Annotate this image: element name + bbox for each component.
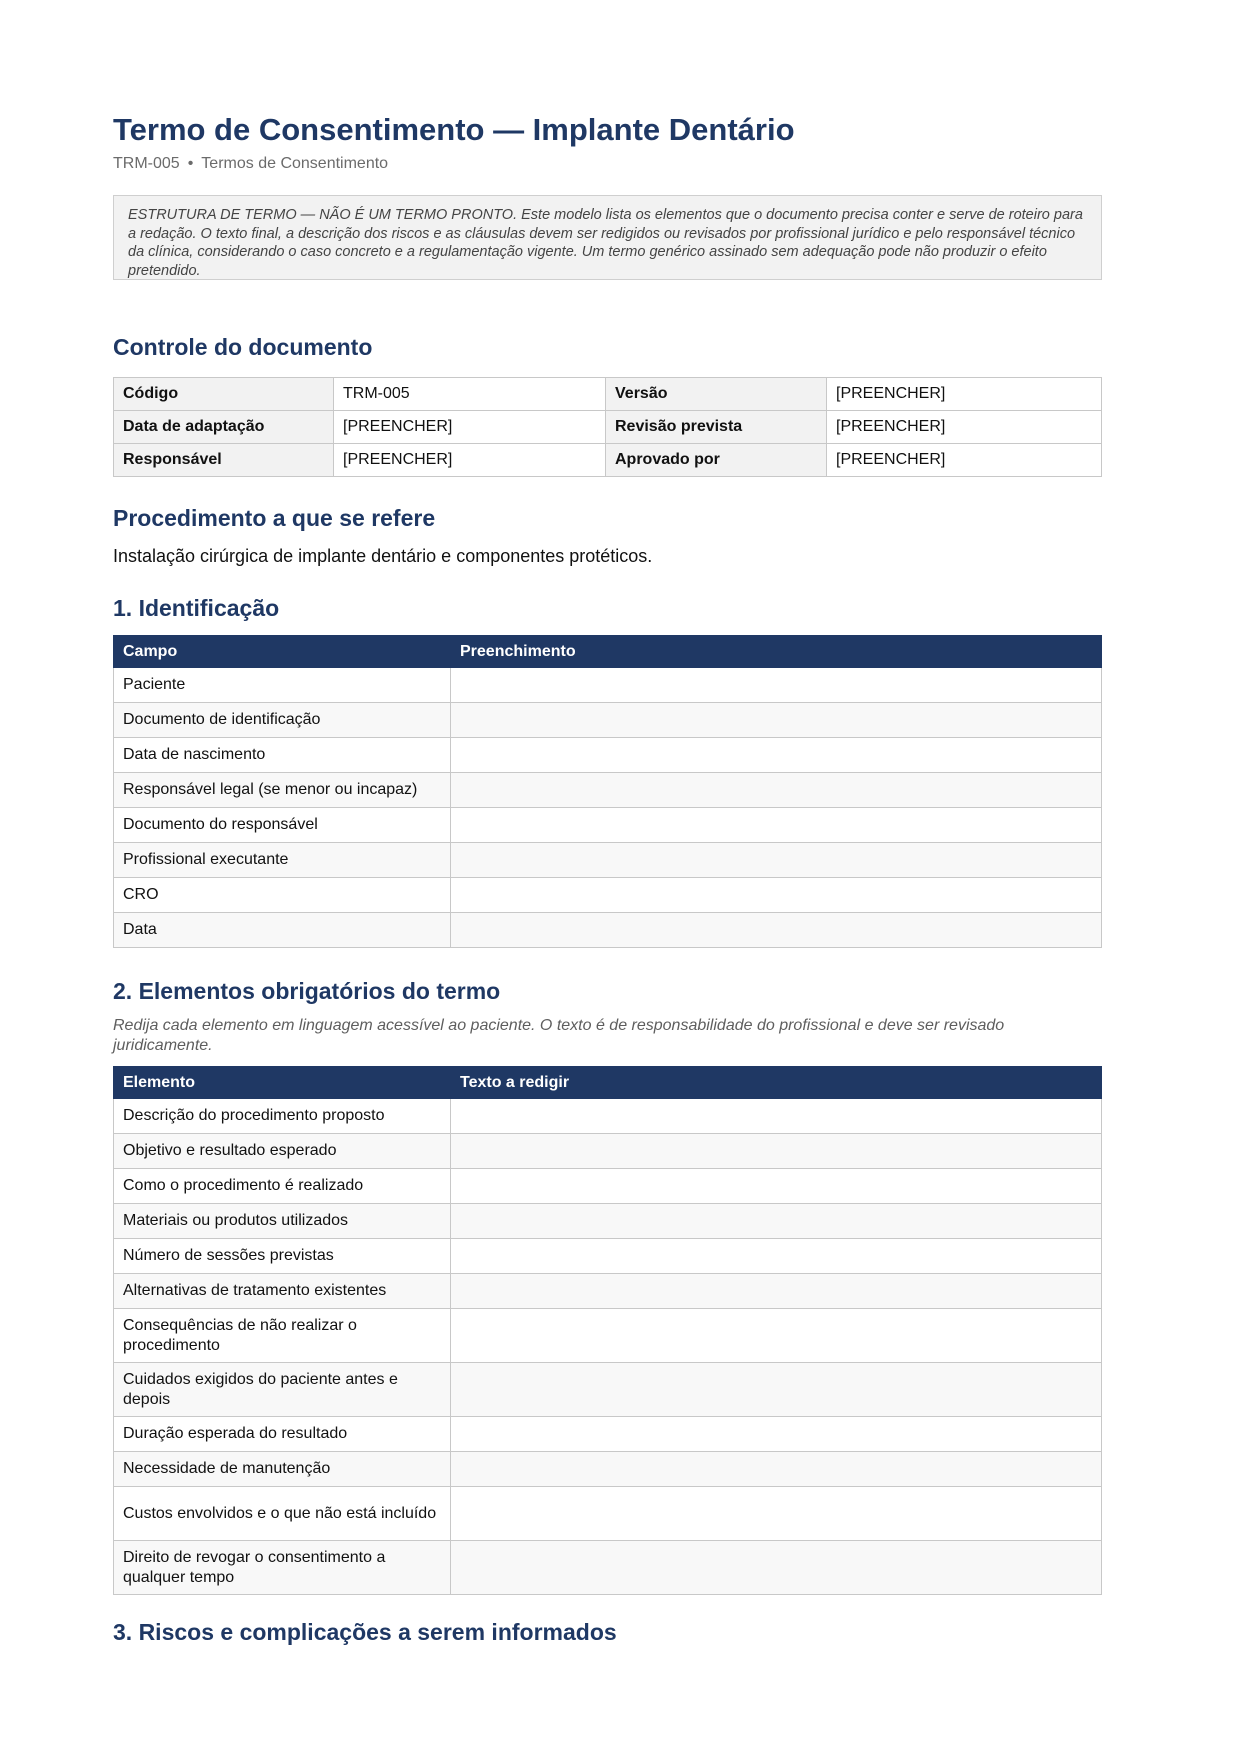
document-subtitle: [113, 154, 388, 174]
element-label: Direito de revogar o consentimento a qualquer tempo: [114, 1541, 451, 1595]
identification-fill-cell[interactable]: [451, 703, 1102, 738]
identification-heading: 1. Identificação: [113, 595, 280, 621]
element-label: Necessidade de manutenção: [114, 1452, 451, 1487]
control-value-field[interactable]: [PREENCHER]: [334, 444, 606, 477]
table-row: [114, 808, 1102, 843]
identification-col-field: Campo: [114, 636, 451, 668]
table-row: [114, 668, 1102, 703]
element-text-cell[interactable]: [451, 1204, 1102, 1239]
element-text-cell[interactable]: [451, 1487, 1102, 1541]
identification-fill-cell[interactable]: [451, 808, 1102, 843]
control-row: [114, 411, 1102, 444]
element-text-cell[interactable]: [451, 1274, 1102, 1309]
table-row: [114, 738, 1102, 773]
table-row: [114, 1274, 1102, 1309]
control-value-field[interactable]: [PREENCHER]: [334, 411, 606, 444]
control-value-field[interactable]: TRM-005: [334, 378, 606, 411]
element-label: Número de sessões previstas: [114, 1239, 451, 1274]
element-text-cell[interactable]: [451, 1541, 1102, 1595]
control-value-field[interactable]: [PREENCHER]: [827, 411, 1102, 444]
element-label: Duração esperada do resultado: [114, 1417, 451, 1452]
table-row: [114, 1099, 1102, 1134]
element-label: Objetivo e resultado esperado: [114, 1134, 451, 1169]
identification-field-label: Data: [114, 913, 451, 948]
identification-field-label: Responsável legal (se menor ou incapaz): [114, 773, 451, 808]
element-label: Alternativas de tratamento existentes: [114, 1274, 451, 1309]
table-row: [114, 878, 1102, 913]
table-row: [114, 1417, 1102, 1452]
element-label: Consequências de não realizar o procedimento: [114, 1309, 451, 1363]
element-label: Custos envolvidos e o que não está incluído: [114, 1487, 451, 1541]
element-text-cell[interactable]: [451, 1099, 1102, 1134]
control-label: Aprovado por: [606, 444, 827, 477]
identification-field-label: Documento do responsável: [114, 808, 451, 843]
page-title: Termo de Consentimento — Implante Dentário: [113, 112, 795, 147]
table-row: [114, 1134, 1102, 1169]
control-table: [113, 377, 1102, 477]
identification-fill-cell[interactable]: [451, 668, 1102, 703]
element-label: Descrição do procedimento proposto: [114, 1099, 451, 1134]
identification-fill-cell[interactable]: [451, 878, 1102, 913]
procedure-text: Instalação cirúrgica de implante dentário e componentes protéticos.: [113, 546, 653, 566]
table-row: [114, 703, 1102, 738]
table-row: [114, 1487, 1102, 1541]
document-code: TRM-005: [113, 155, 180, 172]
element-text-cell[interactable]: [451, 1239, 1102, 1274]
control-label: Versão: [606, 378, 827, 411]
control-row: [114, 444, 1102, 477]
control-label: Data de adaptação: [114, 411, 334, 444]
element-label: Como o procedimento é realizado: [114, 1169, 451, 1204]
element-text-cell[interactable]: [451, 1169, 1102, 1204]
procedure-heading: Procedimento a que se refere: [113, 505, 436, 531]
table-row: [114, 1204, 1102, 1239]
table-row: [114, 1452, 1102, 1487]
table-row: [114, 913, 1102, 948]
control-value-field[interactable]: [PREENCHER]: [827, 378, 1102, 411]
element-text-cell[interactable]: [451, 1134, 1102, 1169]
elements-heading: 2. Elementos obrigatórios do termo: [113, 978, 501, 1004]
control-heading: Controle do documento: [113, 334, 373, 360]
identification-field-label: Paciente: [114, 668, 451, 703]
table-row: [114, 1363, 1102, 1417]
identification-field-label: Data de nascimento: [114, 738, 451, 773]
identification-field-label: Profissional executante: [114, 843, 451, 878]
identification-fill-cell[interactable]: [451, 738, 1102, 773]
table-row: [114, 1169, 1102, 1204]
elements-col-element: Elemento: [114, 1067, 451, 1099]
table-row: [114, 1541, 1102, 1595]
element-label: Materiais ou produtos utilizados: [114, 1204, 451, 1239]
subtitle-separator: •: [187, 155, 194, 172]
identification-fill-cell[interactable]: [451, 773, 1102, 808]
element-text-cell[interactable]: [451, 1417, 1102, 1452]
disclaimer-notice: ESTRUTURA DE TERMO — NÃO É UM TERMO PRONTO. Este modelo lista os elementos que o documento precisa conter e serve de roteiro para a redação. O texto final, a descrição dos riscos e as cláusulas devem ser redigidos ou revisados por profissional jurídico e pelo responsável técnico da clínica, considerando o caso concreto e a regulamentação vigente. Um termo genérico assinado sem adequação pode não produzir o efeito pretendido.: [113, 195, 1102, 280]
table-row: [114, 843, 1102, 878]
element-text-cell[interactable]: [451, 1452, 1102, 1487]
elements-note: Redija cada elemento em linguagem acessível ao paciente. O texto é de responsabilidade do profissional e deve ser revisado juridicamente.: [113, 1017, 1005, 1054]
element-text-cell[interactable]: [451, 1363, 1102, 1417]
table-row: [114, 773, 1102, 808]
elements-table: [113, 1066, 1102, 1595]
risks-heading: 3. Riscos e complicações a serem informados: [113, 1619, 617, 1645]
identification-fill-cell[interactable]: [451, 913, 1102, 948]
identification-fill-cell[interactable]: [451, 843, 1102, 878]
identification-col-value: Preenchimento: [451, 636, 1102, 668]
control-label: Responsável: [114, 444, 334, 477]
identification-field-label: CRO: [114, 878, 451, 913]
control-row: [114, 378, 1102, 411]
identification-table: [113, 635, 1102, 948]
element-text-cell[interactable]: [451, 1309, 1102, 1363]
document-category: Termos de Consentimento: [201, 155, 389, 172]
elements-col-text: Texto a redigir: [451, 1067, 1102, 1099]
control-value-field[interactable]: [PREENCHER]: [827, 444, 1102, 477]
table-row: [114, 1239, 1102, 1274]
element-label: Cuidados exigidos do paciente antes e depois: [114, 1363, 451, 1417]
identification-field-label: Documento de identificação: [114, 703, 451, 738]
table-row: [114, 1309, 1102, 1363]
control-label: Revisão prevista: [606, 411, 827, 444]
control-label: Código: [114, 378, 334, 411]
